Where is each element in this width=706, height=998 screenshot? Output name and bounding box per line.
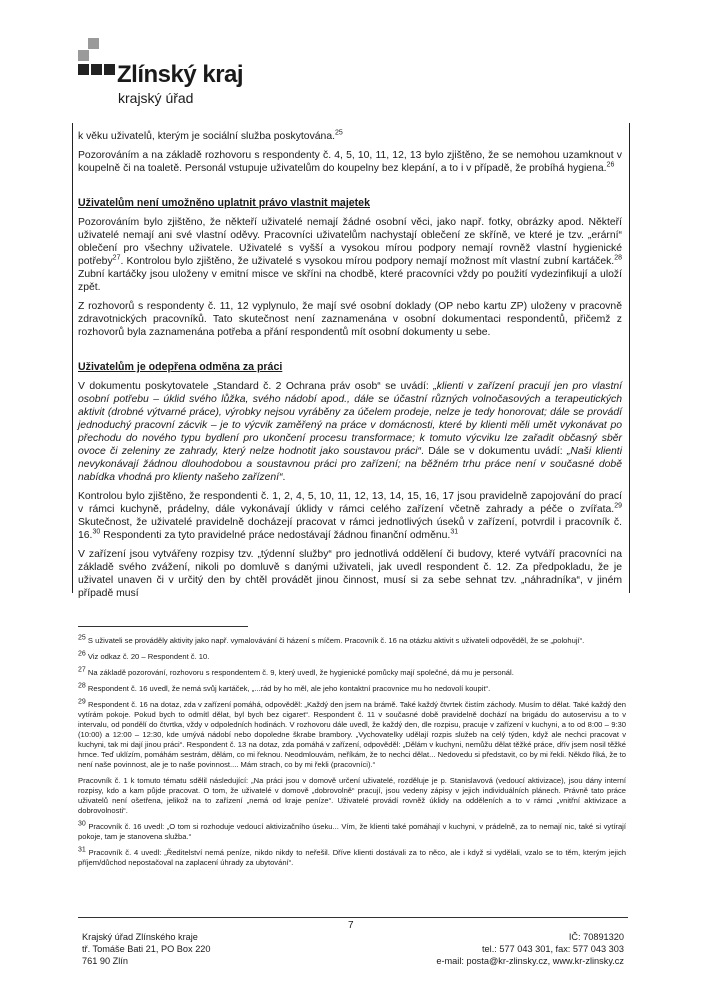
text: Skutečnost, že uživatelé pravidelně docházejí pracovat v rámci jednotlivých úseků v zařízení, potvrdil i pracovník č. 16.	[78, 517, 622, 541]
footnote-number: 25	[78, 634, 86, 642]
footer-contact	[436, 931, 624, 967]
text: k věku uživatelů, kterým je sociální služba poskytována.	[78, 131, 336, 142]
text: Kontrolou bylo zjištěno, že respondenti č. 1, 2, 4, 5, 10, 11, 12, 13, 14, 15, 16, 17 jsou pravidelně zapojování do prací v rámci kuchyně, prádelny, dále vykonávají úklidy v rámci celého zařízení včetně zahrady a péče o zvířata.	[78, 491, 622, 515]
brand-name: Zlínský kraj	[117, 61, 244, 88]
quote: „klienti v zařízení pracují jen pro vlastní osobní potřebu – úklid svého lůžka, svého nádobí apod., dále se účastní různých volnočasových a terapeutických aktivit (drobné výtvarné práce), výrobky nejsou vyráběny za účelem prodeje, nelze je tedy honorovat; dále se provádí jednoduchý pracovní zácvik – je to výcvik zaměřený na práce v domácnosti, které by klienti měli umět vykonávat po přechodu do nového typu bydlení pro ukončení procesu transformace; k tomuto výcviku lze zařadit občasný sběr ovoce či zeleniny ze zahrady, který nelze hodnotit jako soustavou práci“	[78, 381, 623, 457]
main-content	[78, 130, 622, 606]
footnote	[78, 668, 626, 678]
footnote-text: Pracovník č. 16 uvedl: „O tom si rozhoduje vedoucí aktivizačního úseku... Vím, že klienti také pomáhají v kuchyni, v prádelně, za to nemají nic, také si vytírají pokoje, tam je stanovena služba.“	[78, 822, 626, 841]
footnote-ref: 28	[614, 254, 622, 262]
footnote	[78, 822, 626, 842]
paragraph	[78, 490, 622, 542]
footnote	[78, 776, 626, 816]
brand-subtitle: krajský úřad	[118, 90, 194, 106]
logo-square	[78, 50, 89, 61]
footnote-number: 29	[78, 698, 86, 706]
text: . Dále se v dokumentu uvádí:	[421, 446, 567, 457]
logo-square	[88, 38, 99, 49]
text: Pozorováním a na základě rozhovoru s respondenty č. 4, 5, 10, 11, 12, 13 bylo zjištěno, že se nemohou uzamknout v koupelně či na toaletě. Personál vstupuje uživatelům do koupelny bez klepání, a to i v případě, že probíhá hygiena.	[78, 150, 622, 174]
section-heading: Uživatelům je odepřena odměna za práci	[78, 361, 283, 373]
footnote-number: 31	[78, 846, 86, 854]
footnote-divider	[78, 626, 248, 627]
email-web: e-mail: posta@kr-zlinsky.cz, www.kr-zlinsky.cz	[436, 956, 624, 966]
text: .	[282, 472, 286, 483]
footnotes	[78, 636, 626, 874]
footnote-ref: 27	[112, 254, 121, 262]
text: V zařízení jsou vytvářeny rozpisy tzv. „týdenní služby“ pro jednotlivá oddělení či budovy, které vytváří pracovníci na základě svého zvážení, nikoli po domluvě s danými uživateli, jak uvedl respondent č. 12. Za předpokladu, že je uživatel unaven či v určitý den by chtěl provádět jinou činnost, musí si za sebe sehnat tzv. „náhradníka“, v jiném případě musí	[78, 549, 622, 599]
paragraph	[78, 216, 622, 294]
footnote	[78, 848, 626, 868]
footnote-text: Pracovník č. 4 uvedl: „Ředitelství nemá peníze, nikdo nikdy to neřešil. Dříve klienti dostávali za to něco, ale i když si vydělali, vzalo se to těm, kterým jejich příjem/důchod nepostačoval na zaplacení úhrady za ubytování“.	[78, 848, 626, 867]
logo-square	[104, 64, 115, 75]
footnote-text: Respondent č. 16 uvedl, že nemá svůj kartáček, „...rád by ho měl, ale jeho kontaktní pracovnice mu ho nedovolí koupit“.	[87, 684, 491, 693]
footnote-number: 28	[78, 682, 86, 690]
footnote-ref: 25	[335, 129, 343, 137]
footnote-text: Na základě pozorování, rozhovoru s respondentem č. 9, který uvedl, že hygienické pomůcky mají společné, dá mu je personál.	[87, 668, 514, 677]
paragraph	[78, 300, 622, 339]
footnote-ref: 26	[606, 161, 615, 169]
section-heading: Uživatelům není umožněno uplatnit právo vlastnit majetek	[78, 197, 370, 209]
footnote	[78, 700, 626, 770]
logo-square	[91, 64, 102, 75]
footnote-ref: 29	[614, 502, 622, 510]
footnote	[78, 636, 626, 646]
footnote-number: 27	[78, 666, 86, 674]
footnote-ref: 30	[92, 528, 101, 536]
page-number: 7	[348, 920, 354, 931]
footnote	[78, 652, 626, 662]
text: . Kontrolou bylo zjištěno, že uživatelé s vysokou mírou podpory nemají možnost mít vlastní zubní kartáček.	[120, 256, 615, 267]
footnote	[78, 684, 626, 694]
footnote-text: Pracovník č. 1 k tomuto tématu sdělil následující: „Na práci jsou v domově určení uživatelé, rozděluje je p. Stanislavová (vedoucí aktivizace), jsou dány interní rozpisy, kdo a kam půjde pracovat. O tom, že uživatelé v domově „dobrovolně“ pracují, jsou vedeny zápisy v jejich individuálních plánech. Právně tato práce uživatelů není ošetřena, jelikož na to zařízení „nemá od kraje peníze“. Uživatelé provádí rovněž úklidy na odděleních a to v rámci „vnitřní aktivizace a dobrovolnosti“.	[78, 776, 626, 815]
text: V dokumentu poskytovatele „Standard č. 2 Ochrana práv osob“ se uvádí:	[78, 381, 434, 392]
footnote-text: Viz odkaz č. 20 – Respondent č. 10.	[87, 652, 210, 661]
address-line: 761 90 Zlín	[82, 956, 128, 966]
footnote-text: Respondent č. 16 na dotaz, zda v zařízení pomáhá, odpověděl: „Každý den jsem na brámě. Také každý čtvrtek čistím záchody. Musím to dělat. Také každý den vytírám pokoje. Pokud bych to odmítl dělat, byl bych bez cigaret“. Respondent č. 11 v současné době pravidelně dochází na brigádu do autoservisu a to v intervalu, od pondělí do čtvrtka, vždy v odpoledních hodinách. V rozhovoru dále uvedl, že každý den, dle rozpisu, pracuje v zařízení v kuchyni, a to od 8:00 – 9:30 (10:00) a 12:00 – 12:30, kde umývá nádobí nebo dopoledne škrabe brambory. „Vychovatelky udělají rozpis služeb na celý týden, když ale nechci pracovat v kuchyni, tak mi dají jinou práci“. Respondent č. 13 na dotaz, zda pomáhá v zařízení, odpověděl: „Dělám v kuchyni, nemůžu dělat těžké práce, dřív jsem nosil těžké hrnce. Teď uklízím, pomáhám sestrám, dělám, co mi řeknou. Neodmlouvám, neříkám, že to nechci dělat... Nedovedu si představit, co by mi řekli. Někdo říká, že to není naše povinnost, ale je to naše povinnost.... Mám strach, co by mi řekli (pracovníci).“	[78, 700, 626, 769]
address-line: Krajský úřad Zlínského kraje	[82, 932, 198, 942]
footnote-number: 26	[78, 650, 86, 658]
footnote-text: S uživateli se prováděly aktivity jako např. vymalovávání či házení s míčem. Pracovník č. 16 na otázku aktivit s uživateli odpověděl, že se „polohují“.	[87, 636, 585, 645]
quote: „Naši klienti nevykonávají žádnou dlouhodobou a soustavnou práci pro zařízení; na běžném trhu práce není v současné době nabídka vhodná pro klienty našeho zařízení“	[78, 446, 623, 483]
footnote-ref: 31	[450, 528, 459, 536]
paragraph	[78, 380, 622, 484]
logo-square	[78, 64, 89, 75]
text: Zubní kartáčky jsou uloženy v emitní misce ve skříni na chodbě, které pracovníci vždy po použití vydezinfikují a uloží zpět.	[78, 269, 622, 293]
phone-fax: tel.: 577 043 301, fax: 577 043 303	[481, 944, 624, 954]
footer-divider	[78, 917, 628, 918]
paragraph	[78, 130, 622, 143]
company-id: IČ: 70891320	[568, 932, 624, 942]
text: Pozorováním bylo zjištěno, že někteří uživatelé nemají žádné osobní věci, jako např. fotky, obrázky apod. Někteří uživatelé nemají ani své vlastní oděvy. Pracovníci uživatelům nachystají oblečení ze skříně, ve které je tzv. „erární“ oblečení pro všechny uživatele. Uživatelé s vyšší a vysokou mírou podpory nemají rovněž vlastní hygienické potřeby	[78, 217, 622, 267]
footer-address	[82, 931, 211, 967]
text: Z rozhovorů s respondenty č. 11, 12 vyplynulo, že mají své osobní doklady (OP nebo kartu ZP) uloženy v pracovně zdravotnických pracovníků. Tato skutečnost není zaznamenána v osobní dokumentaci respondentů, přičemž z rozhovorů byla zaznamenána potřeba a přání respondentů mít osobní dokumenty u sebe.	[78, 301, 622, 338]
address-line: tř. Tomáše Bati 21, PO Box 220	[82, 944, 211, 954]
paragraph	[78, 149, 622, 175]
text: Respondenti za tyto pravidelné práce nedostávají žádnou finanční odměnu.	[100, 530, 451, 541]
paragraph	[78, 548, 622, 600]
footnote-number: 30	[78, 820, 86, 828]
